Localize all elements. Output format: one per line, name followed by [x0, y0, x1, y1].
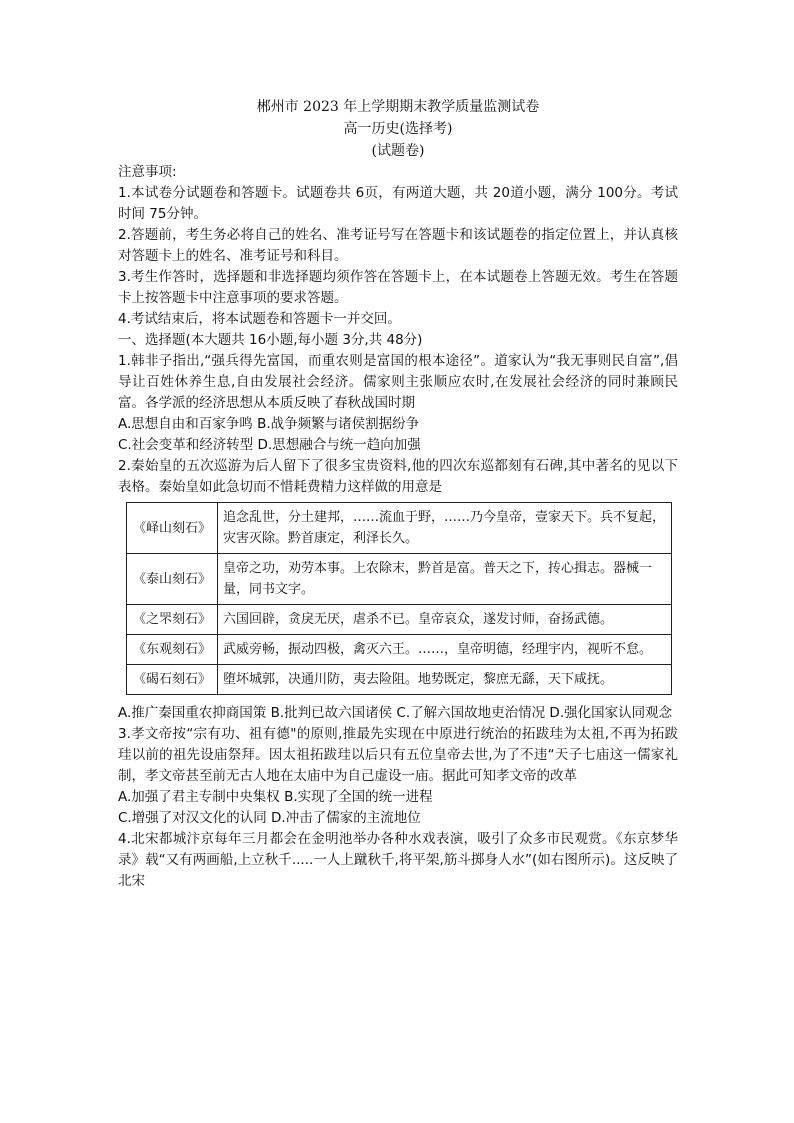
q3-options-ab: A.加强了君主专制中央集权 B.实现了全国的统一进程	[118, 789, 433, 805]
section-heading: 一、选择题(本大题共 16小题,每小题 3分,共 48分)	[118, 332, 423, 348]
notice-heading: 注意事项:	[118, 164, 177, 180]
inscription-text: 皇帝之功，劝劳本事。上农除末，黔首是富。普天之下，抟心揖志。器械一量，同书文字。	[218, 554, 672, 605]
q3-options-cd: C.增强了对汉文化的认同 D.冲击了儒家的主流地位	[118, 810, 421, 826]
q1-options-cd: C.社会变革和经济转型 D.思想融合与统一趋向加强	[118, 437, 421, 453]
exam-page	[118, 96, 678, 892]
stone-inscription-table	[126, 502, 672, 695]
q4-stem: 4.北宋都城汴京每年三月都会在金明池举办各种水戏表演，吸引了众多市民观赏。《东京梦华录》载“又有两画船,上立秋千.....一人上蹴秋千,将平架,筋斗掷身人水”(如右图所示)。这反映了北宋	[118, 831, 678, 889]
paper-type: (试题卷)	[371, 143, 425, 159]
inscription-name: 《碣石刻石》	[127, 665, 218, 695]
inscription-name: 《之罘刻石》	[127, 605, 218, 635]
notice-item-4: 4.考试结束后，将本试题卷和答题卡一并交回。	[118, 311, 401, 327]
inscription-name: 《泰山刻石》	[127, 554, 218, 605]
table-row	[127, 635, 672, 665]
q2-options: A.推广秦国重农抑商国策 B.批判已故六国诸侯 C.了解六国故地吏治情况 D.强化国家认同观念	[118, 705, 673, 721]
table-row	[127, 665, 672, 695]
notice-item-3: 3.考生作答时，选择题和非选择题均须作答在答题卡上，在本试题卷上答题无效。考生在答题卡上按答题卡中注意事项的要求答题。	[118, 269, 678, 306]
inscription-text: 追念乱世，分土建邦，……流血于野，……乃今皇帝，壹家天下。兵不复起，灾害灭除。黔首康定，利泽长久。	[218, 503, 672, 554]
inscription-name: 《峄山刻石》	[127, 503, 218, 554]
exam-title: 郴州市 2023 年上学期期末教学质量监测试卷	[256, 99, 540, 115]
q2-stem: 2.秦始皇的五次巡游为后人留下了很多宝贵资料,他的四次东巡都刻有石碑,其中著名的见以下表格。秦始皇如此急切而不惜耗费精力这样做的用意是	[118, 458, 678, 495]
table-row	[127, 554, 672, 605]
inscription-text: 六国回辟，贪戾无厌，虐杀不已。皇帝哀众，遂发讨师，奋扬武德。	[218, 605, 672, 635]
exam-subtitle: 高一历史(选择考)	[343, 121, 453, 137]
q1-stem: 1.韩非子指出,“强兵得先富国，而重农则是富国的根本途径”。道家认为“我无事则民自富”,倡导让百姓休养生息,自由发展社会经济。儒家则主张顺应农时,在发展社会经济的同时兼顾民富。各学派的经济思想从本质反映了春秋战国时期	[118, 353, 678, 411]
table-row	[127, 605, 672, 635]
q1-options-ab: A.思想自由和百家争鸣 B.战争频繁与诸侯割据纷争	[118, 416, 420, 432]
q3-stem: 3.孝文帝按“宗有功、祖有德"的原则,推最先实现在中原进行统治的拓跋珪为太祖,不再为拓跋珪以前的祖先设庙祭拜。因太祖拓跋珪以后只有五位皇帝去世,为了不违“天子七庙这一儒家礼制，孝文帝甚至前无古人地在太庙中为自己虚设一庙。据此可知孝文帝的改革	[118, 726, 678, 784]
notice-item-2: 2.答题前，考生务必将自己的姓名、准考证号写在答题卡和该试题卷的指定位置上，并认真核对答题卡上的姓名、准考证号和科目。	[118, 227, 678, 264]
inscription-text: 武威旁畅，振动四极，禽灭六王。……，皇帝明德，经理宇内，视听不怠。	[218, 635, 672, 665]
inscription-name: 《东观刻石》	[127, 635, 218, 665]
notice-item-1: 1.本试卷分试题卷和答题卡。试题卷共 6页，有两道大题，共 20道小题，满分 100分。考试时间 75分钟。	[118, 185, 678, 222]
inscription-text: 堕坏城郭，决通川防，夷去险阻。地势既定，黎庶无繇，天下咸抚。	[218, 665, 672, 695]
table-row	[127, 503, 672, 554]
